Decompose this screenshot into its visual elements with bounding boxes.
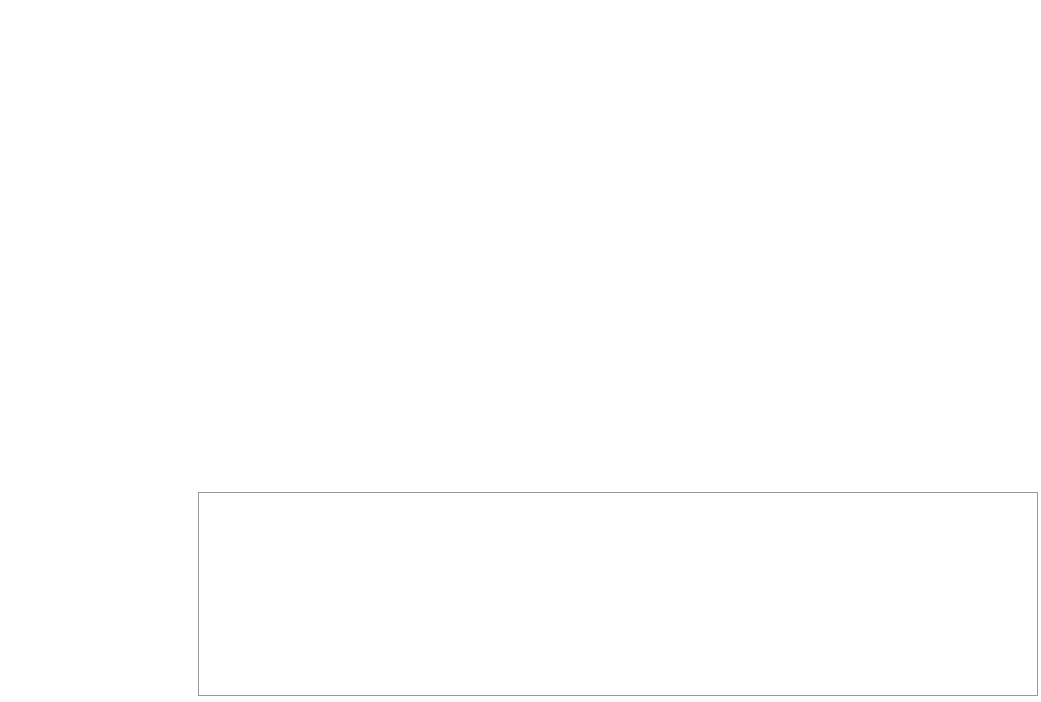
asset-chart-svg [199, 493, 1037, 695]
asset-chart[interactable] [198, 492, 1038, 696]
